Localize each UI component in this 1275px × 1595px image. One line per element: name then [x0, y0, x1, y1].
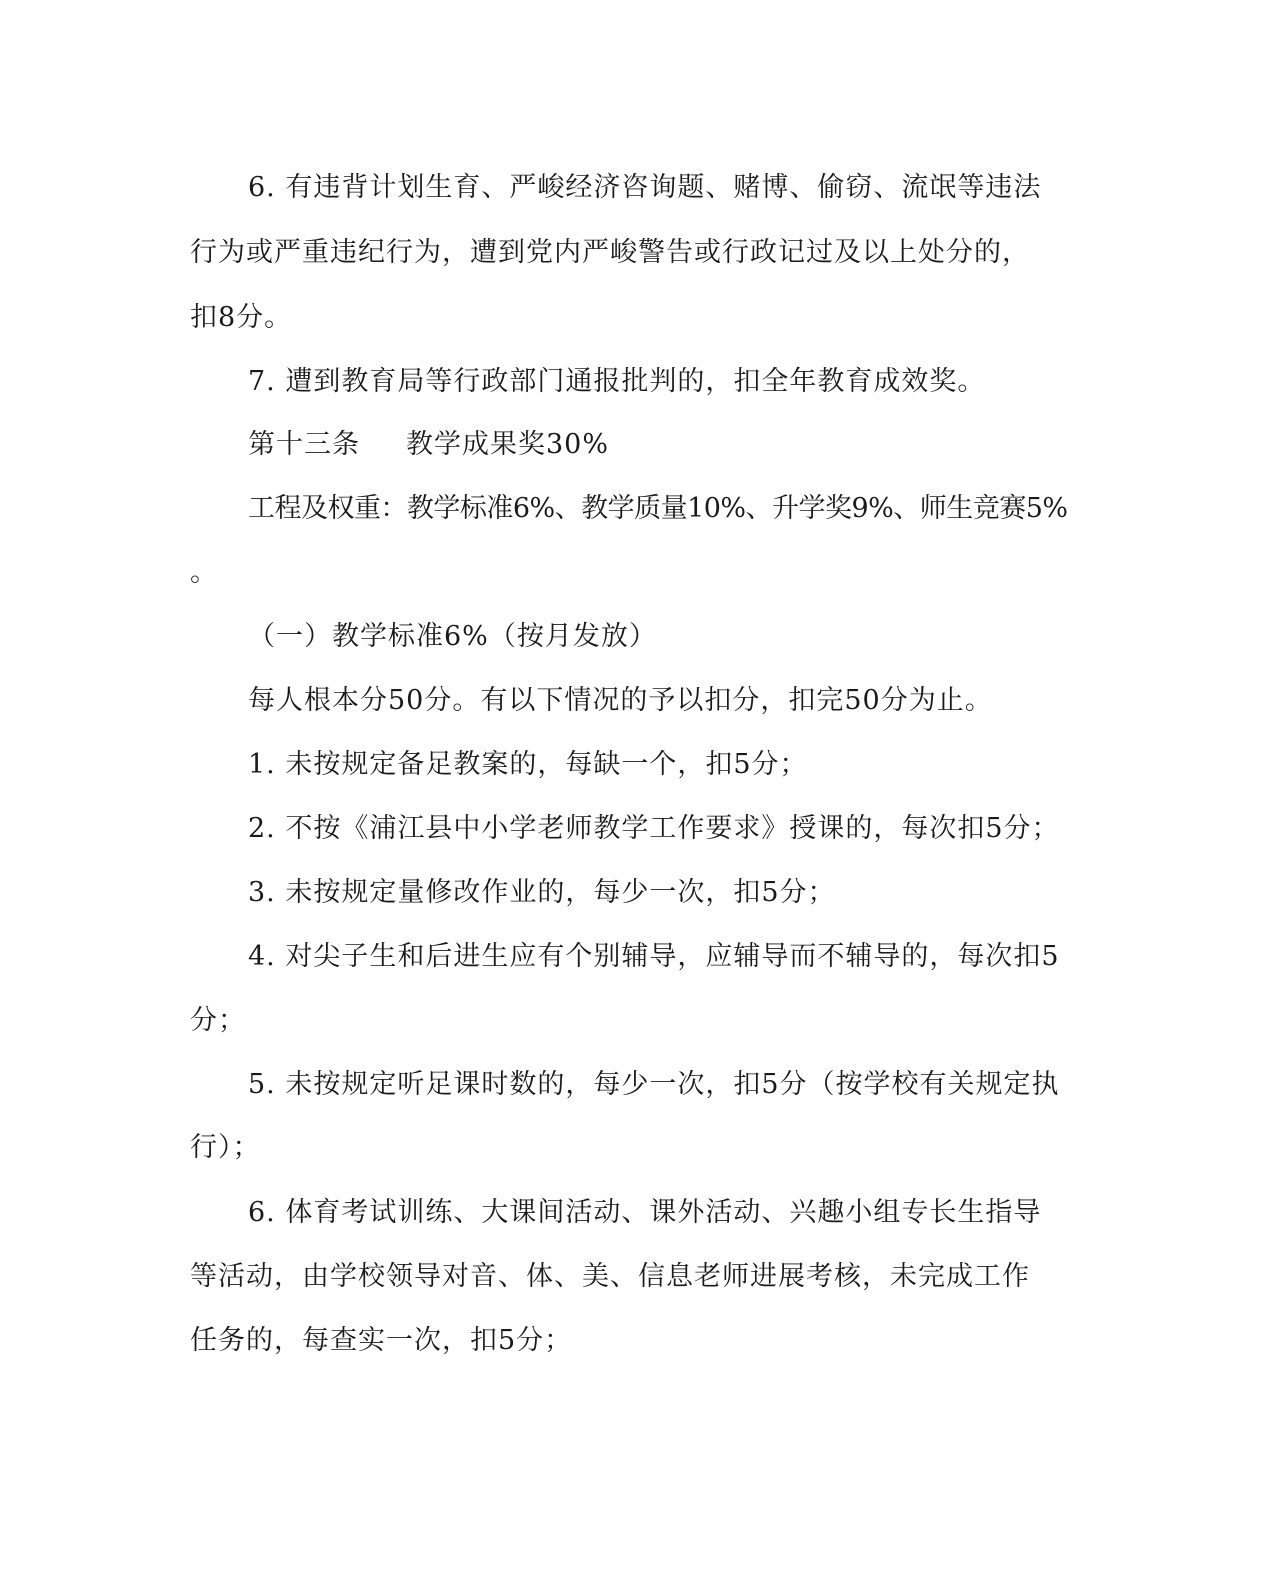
list-item: 2. 不按《浦江县中小学老师教学工作要求》授课的，每次扣5分； [248, 813, 1060, 844]
paragraph-line: 每人根本分50分。有以下情况的予以扣分，扣完50分为止。 [248, 685, 993, 716]
article-title: 教学成果奖30% [406, 429, 610, 460]
paragraph-line: 6. 有违背计划生育、严峻经济咨询题、赌博、偷窃、流氓等违法 [248, 172, 1042, 203]
section-heading: （一）教学标准6%（按月发放） [248, 621, 657, 652]
paragraph-line: 扣8分。 [190, 302, 293, 333]
list-item: 3. 未按规定量修改作业的，每少一次，扣5分； [248, 877, 836, 908]
paragraph-line: 。 [190, 557, 218, 588]
paragraph-line: 7. 遭到教育局等行政部门通报批判的，扣全年教育成效奖。 [248, 366, 986, 397]
list-item-continuation: 行）； [190, 1132, 261, 1163]
list-item: 6. 体育考试训练、大课间活动、课外活动、兴趣小组专长生指导 [248, 1197, 1042, 1228]
list-item-continuation: 任务的，每查实一次，扣5分； [190, 1325, 573, 1356]
article-heading [248, 425, 609, 465]
article-number: 第十三条 [248, 429, 360, 460]
paragraph-line: 行为或严重违纪行为，遭到党内严峻警告或行政记过及以上处分的， [190, 237, 1030, 268]
list-item: 5. 未按规定听足课时数的，每少一次，扣5分（按学校有关规定执 [248, 1069, 1060, 1100]
list-item-continuation: 分； [190, 1005, 246, 1036]
list-item: 4. 对尖子生和后进生应有个别辅导，应辅导而不辅导的，每次扣5 [248, 941, 1060, 972]
list-item: 1. 未按规定备足教案的，每缺一个，扣5分； [248, 749, 808, 780]
list-item-continuation: 等活动，由学校领导对音、体、美、信息老师进展考核，未完成工作 [190, 1261, 1030, 1292]
paragraph-line: 工程及权重：教学标准6%、教学质量10%、升学奖9%、师生竞赛5% [248, 493, 1068, 524]
